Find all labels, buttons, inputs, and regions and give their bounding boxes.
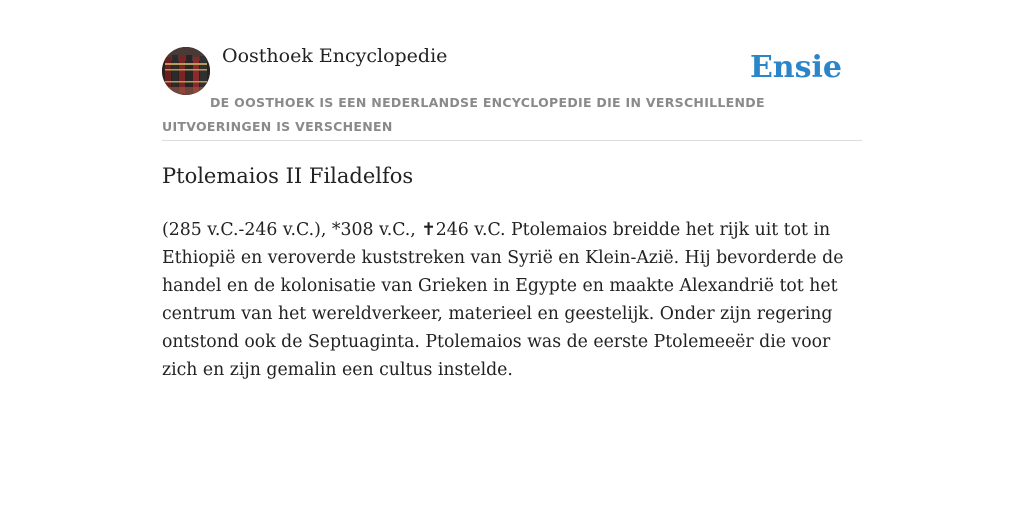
content-container: [162, 0, 862, 380]
site-tagline: DE OOSTHOEK IS EEN NEDERLANDSE ENCYCLOPEDIE DIE IN VERSCHILLENDE UITVOERINGEN IS VERSCHENEN: [162, 95, 765, 134]
site-title[interactable]: Oosthoek Encyclopedie: [222, 45, 448, 67]
site-header: [162, 0, 862, 141]
article-body: (285 v.C.-246 v.C.), *308 v.C., ✝246 v.C. Ptolemaios breidde het rijk uit tot in Ethiopië en veroverde kuststreken van Syrië en Klein-Azië. Hij bevorderde de handel en de kolonisatie van Grieken in Egypte en maakte Alexandrië tot het centrum van het wereldverkeer, materieel en geestelijk. Onder zijn regering ontstond ook de Septuaginta. Ptolemaios was de eerste Ptolemeeër die voor zich en zijn gemalin een cultus instelde.: [162, 220, 844, 380]
article-title: Ptolemaios II Filadelfos: [162, 164, 414, 188]
ensie-logo-link[interactable]: Ensie: [749, 50, 842, 85]
books-icon[interactable]: [162, 47, 210, 95]
